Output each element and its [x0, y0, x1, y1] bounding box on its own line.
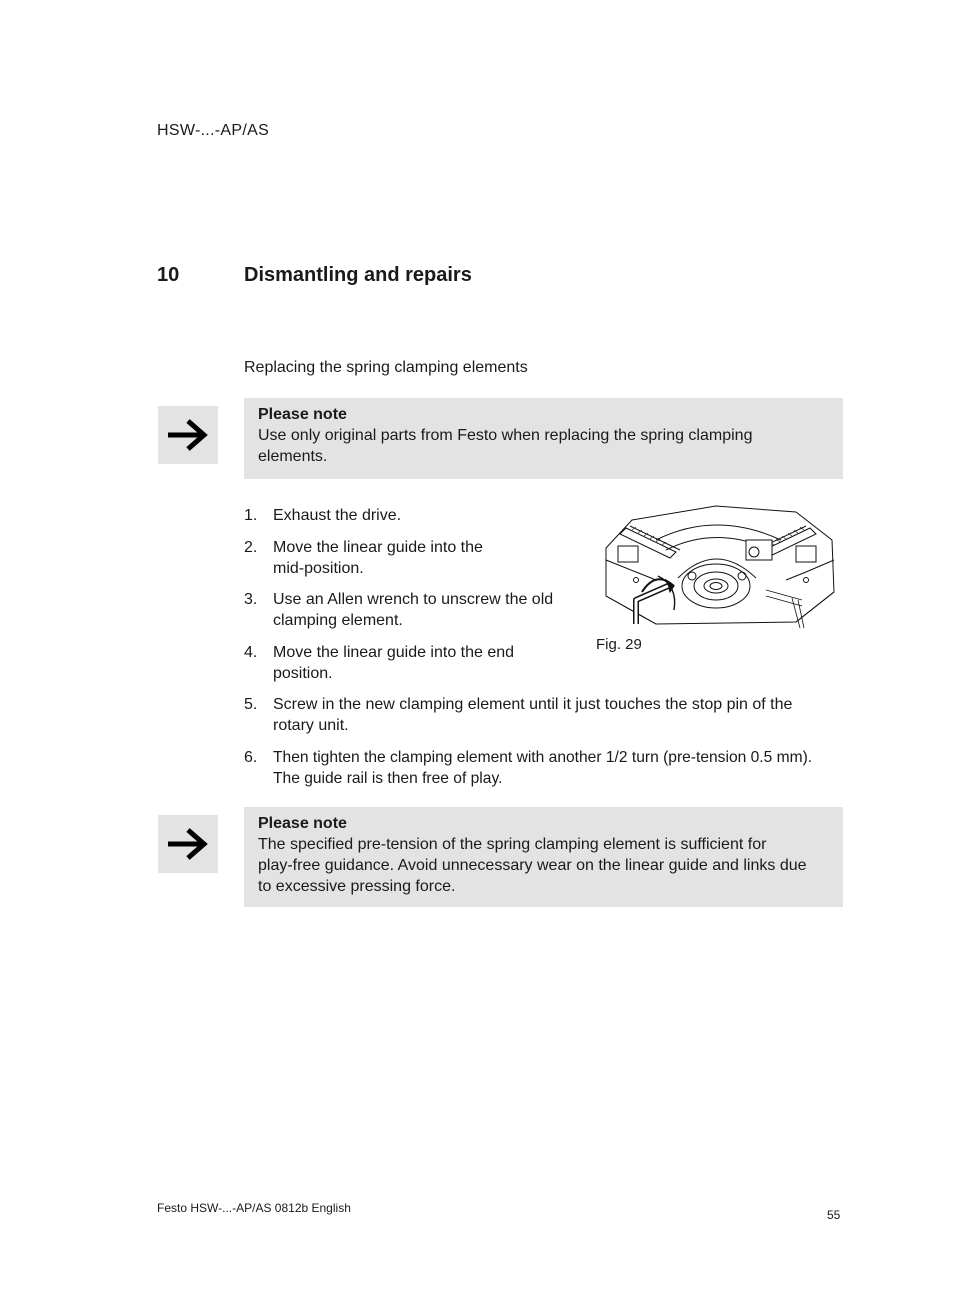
step-text: [273, 747, 812, 789]
step-number: 4.: [244, 644, 258, 661]
note-line: Use only original parts from Festo when replacing the spring clamping: [258, 427, 753, 444]
page-number: 55: [827, 1208, 841, 1222]
section-number: 10: [157, 264, 180, 286]
step-text: [273, 694, 792, 736]
footer-doc-info: Festo HSW-...-AP/AS 0812b English: [157, 1201, 351, 1215]
step-text: [273, 505, 401, 526]
step-number: 3.: [244, 591, 258, 608]
note-title: Please note: [258, 406, 347, 423]
step-number: 2.: [244, 539, 258, 556]
note-line: to excessive pressing force.: [258, 878, 456, 895]
note-line: play-free guidance. Avoid unnecessary wear on the linear guide and links due: [258, 857, 807, 874]
subheading: Replacing the spring clamping elements: [244, 359, 528, 376]
note-icon-box: [158, 406, 218, 464]
note-title: Please note: [258, 815, 347, 832]
figure-caption: Fig. 29: [596, 636, 642, 653]
figure-image: [596, 500, 841, 632]
note-box: [244, 807, 843, 907]
step-line: Exhaust the drive.: [273, 507, 402, 524]
section-title: Dismantling and repairs: [244, 264, 472, 286]
step-line: Move the linear guide into the: [273, 539, 483, 556]
note-line: elements.: [258, 448, 328, 465]
step-line: position.: [273, 665, 333, 682]
step-line: rotary unit.: [273, 717, 349, 734]
step-line: Then tighten the clamping element with another 1/2 turn (pre-tension 0.5 mm).: [273, 749, 813, 766]
step-text: [273, 537, 483, 579]
step-number: 6.: [244, 749, 258, 766]
step-text: [273, 642, 514, 684]
arrow-right-icon: [166, 417, 210, 453]
step-number: 1.: [244, 507, 258, 524]
note-icon-box: [158, 815, 218, 873]
step-line: The guide rail is then free of play.: [273, 770, 503, 787]
clamping-element-drawing: [596, 500, 841, 632]
step-text: [273, 589, 553, 631]
note-line: The specified pre-tension of the spring clamping element is sufficient for: [258, 836, 767, 853]
step-line: Use an Allen wrench to unscrew the old: [273, 591, 554, 608]
arrow-right-icon: [166, 826, 210, 862]
note-box: [244, 398, 843, 479]
step-line: Move the linear guide into the end: [273, 644, 515, 661]
step-number: 5.: [244, 696, 258, 713]
step-line: Screw in the new clamping element until it just touches the stop pin of the: [273, 696, 793, 713]
document-code: HSW-...-AP/AS: [157, 122, 270, 139]
step-line: clamping element.: [273, 612, 403, 629]
step-line: mid-position.: [273, 560, 364, 577]
